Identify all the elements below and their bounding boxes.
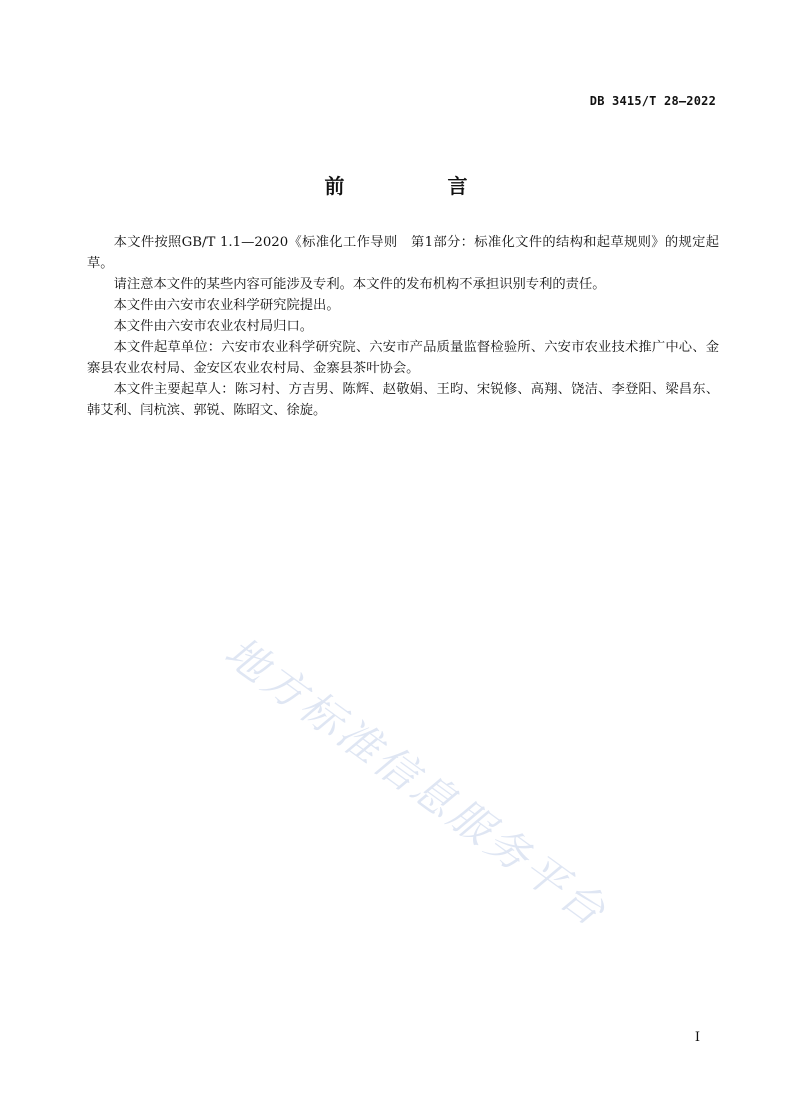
paragraph-proposed-by: 本文件由六安市农业科学研究院提出。 [113,298,340,313]
preface-body [87,232,719,421]
paragraph-drafting-units: 本文件起草单位：六安市农业科学研究院、六安市产品质量监督检验所、六安市农业技术推广中心、金寨县农业农村局、金安区农业农村局、金寨县茶叶协会。 [87,340,719,376]
page-number: I [694,1030,700,1045]
document-number: DB 3415/T 28—2022 [589,94,716,108]
page-title: 前 言 [324,174,516,198]
paragraph-under-jurisdiction: 本文件由六安市农业农村局归口。 [113,319,314,334]
paragraph-drafting-rules: 本文件按照GB/T 1.1—2020《标准化工作导则 第1部分：标准化文件的结构和起草规则》的规定起草。 [87,235,719,271]
paragraph-patent-notice: 请注意本文件的某些内容可能涉及专利。本文件的发布机构不承担识别专利的责任。 [113,277,606,292]
paragraph-main-drafters: 本文件主要起草人：陈习村、方吉男、陈辉、赵敬娟、王昀、宋锐修、高翔、饶洁、李登阳、梁昌东、韩艾利、闫杭滨、郭锐、陈昭文、徐旋。 [87,382,719,418]
watermark: 地方标准信息服务平台 [216,627,618,938]
